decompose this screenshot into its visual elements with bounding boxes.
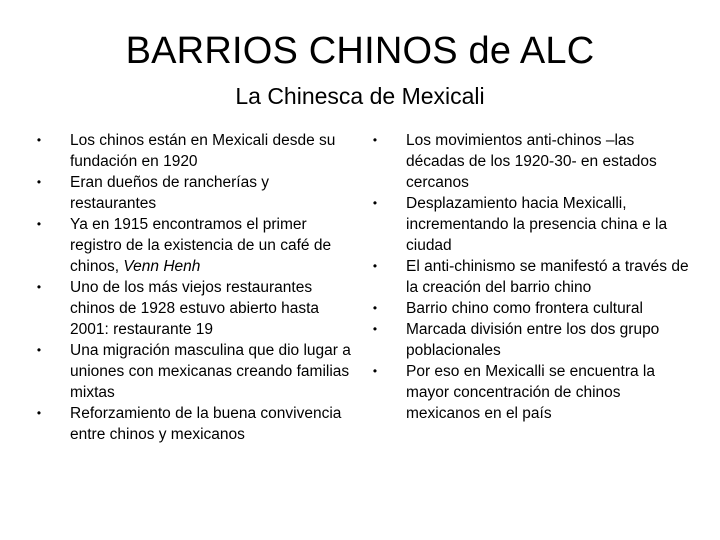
- right-bullet-list: [370, 130, 690, 424]
- list-item: [34, 214, 354, 277]
- bullet-icon: •: [36, 280, 42, 294]
- bullet-icon: •: [372, 301, 378, 315]
- list-item: [370, 319, 690, 361]
- slide-subtitle: La Chinesca de Mexicali: [235, 83, 485, 109]
- list-item-text: Una migración masculina que dio lugar a uniones con mexicanas creando familias mixtas: [70, 342, 351, 401]
- list-item-text: Por eso en Mexicalli se encuentra la mayor concentración de chinos mexicanos en el país: [406, 363, 655, 422]
- list-item: [370, 298, 690, 319]
- list-item-text: Los movimientos anti-chinos –las décadas de los 1920-30- en estados cercanos: [406, 132, 657, 191]
- list-item-text: Uno de los más viejos restaurantes chinos de 1928 estuvo abierto hasta 2001: restaurante 19: [70, 279, 320, 338]
- bullet-icon: •: [36, 217, 42, 231]
- list-item: [34, 340, 354, 403]
- slide-title: BARRIOS CHINOS de ALC: [125, 30, 595, 72]
- list-item: [370, 130, 690, 193]
- list-item: [370, 256, 690, 298]
- left-bullet-list: [34, 130, 354, 445]
- list-item-text: Barrio chino como frontera cultural: [406, 300, 643, 317]
- list-item: [34, 130, 354, 172]
- bullet-icon: •: [372, 322, 378, 336]
- bullet-icon: •: [372, 259, 378, 273]
- bullet-icon: •: [36, 175, 42, 189]
- list-item-text: Marcada división entre los dos grupo poblacionales: [406, 321, 660, 359]
- bullet-icon: •: [372, 364, 378, 378]
- list-item: [34, 172, 354, 214]
- list-item-emphasis: Venn Henh: [123, 258, 201, 275]
- list-item-text: Desplazamiento hacia Mexicalli, incrementando la presencia china e la ciudad: [406, 195, 668, 254]
- list-item-text: El anti-chinismo se manifestó a través de la creación del barrio chino: [406, 258, 689, 296]
- bullet-icon: •: [36, 343, 42, 357]
- list-item-text: Eran dueños de rancherías y restaurantes: [70, 174, 270, 212]
- list-item: [370, 193, 690, 256]
- bullet-icon: •: [372, 133, 378, 147]
- list-item: [370, 361, 690, 424]
- list-item-text: Los chinos están en Mexicali desde su fundación en 1920: [70, 132, 336, 170]
- list-item-text: Ya en 1915 encontramos el primer registro de la existencia de un café de chinos,: [70, 216, 332, 275]
- bullet-icon: •: [372, 196, 378, 210]
- list-item-text: Reforzamiento de la buena convivencia entre chinos y mexicanos: [70, 405, 342, 443]
- list-item: [34, 403, 354, 445]
- list-item: [34, 277, 354, 340]
- bullet-icon: •: [36, 406, 42, 420]
- bullet-icon: •: [36, 133, 42, 147]
